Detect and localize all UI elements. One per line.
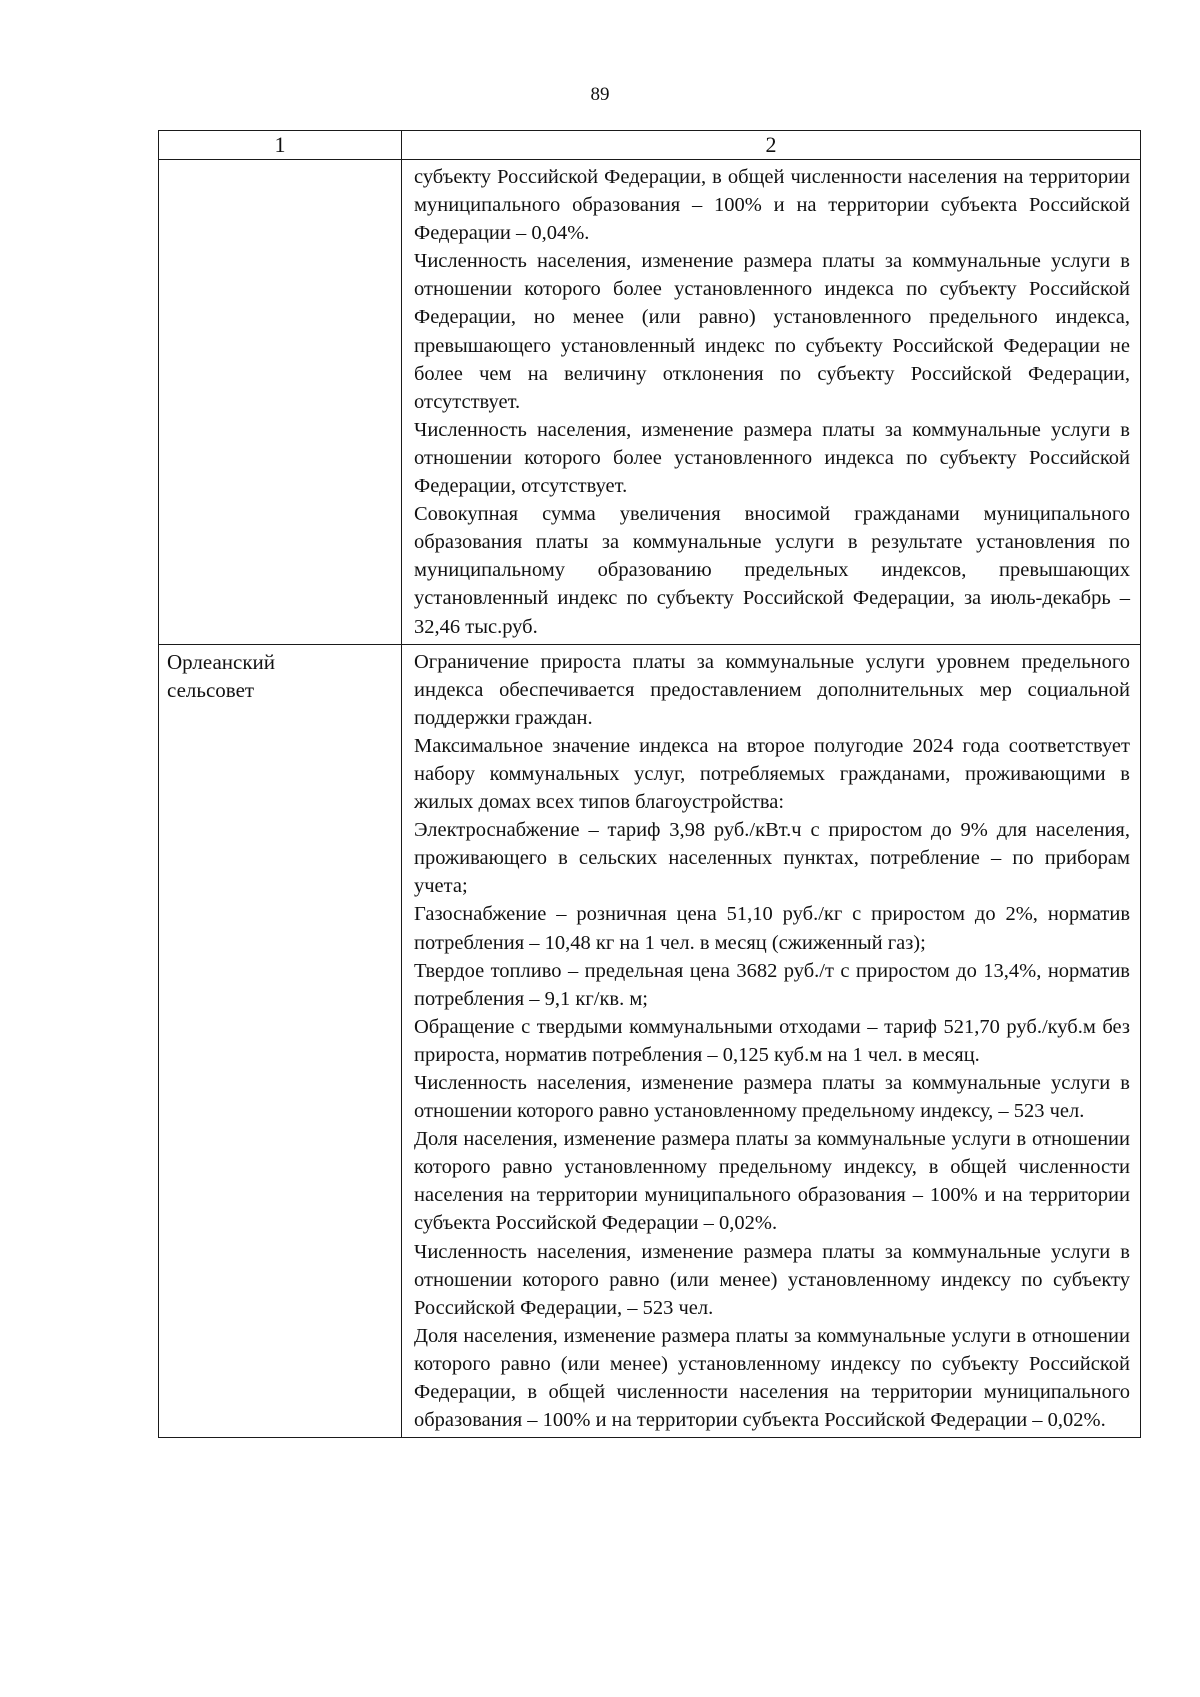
paragraph: Доля населения, изменение размера платы за коммунальные услуги в отношении которого равно (или менее) установленному индексу по субъекту Российской Федерации, в общей численности населения на территории муниципального образования – 100% и на территории субъекта Российской Федерации – 0,02%.	[414, 1324, 1130, 1432]
column-header-2: 2	[402, 131, 1141, 160]
paragraph: Газоснабжение – розничная цена 51,10 руб./кг с приростом до 2%, норматив потребления – 10,48 кг на 1 чел. в месяц (сжиженный газ);	[414, 903, 1130, 954]
paragraph: Ограничение прироста платы за коммунальные услуги уровнем предельного индекса обеспечивается предоставлением дополнительных мер социальной поддержки граждан.	[414, 650, 1130, 729]
paragraph: Максимальное значение индекса на второе полугодие 2024 года соответствует набору коммунальных услуг, потребляемых гражданами, проживающими в жилых домах всех типов благоустройства:	[414, 734, 1130, 814]
column-header-1: 1	[159, 131, 402, 160]
paragraph: субъекту Российской Федерации, в общей численности населения на территории муниципального образования – 100% и на территории субъекта Российской Федерации – 0,04%.	[414, 166, 1130, 245]
description-cell	[402, 160, 1141, 645]
table-row	[159, 160, 1141, 645]
paragraph: Численность населения, изменение размера платы за коммунальные услуги в отношении которого более установленного индекса по субъекту Российской Федерации, но менее (или равно) установленного предельного индекса, превышающего установленный индекс по субъекту Российской Федерации не более чем на величину отклонения по субъекту Российской Федерации, отсутствует.	[414, 250, 1130, 413]
table-row	[159, 644, 1141, 1438]
document-table	[158, 130, 1141, 1438]
municipality-name-line: Орлеанский	[167, 649, 276, 674]
paragraph: Доля населения, изменение размера платы за коммунальные услуги в отношении которого равно установленному предельному индексу, в общей численности населения на территории муниципального образования – 100% и на территории субъекта Российской Федерации – 0,02%.	[414, 1128, 1130, 1235]
paragraph: Твердое топливо – предельная цена 3682 руб./т с приростом до 13,4%, норматив потребления – 9,1 кг/кв. м;	[414, 959, 1130, 1010]
paragraph: Численность населения, изменение размера платы за коммунальные услуги в отношении которого более установленного индекса по субъекту Российской Федерации, отсутствует.	[414, 418, 1130, 498]
paragraph: Обращение с твердыми коммунальными отходами – тариф 521,70 руб./куб.м без прироста, норматив потребления – 0,125 куб.м на 1 чел. в месяц.	[414, 1015, 1130, 1066]
description-cell	[402, 644, 1141, 1438]
paragraph: Численность населения, изменение размера платы за коммунальные услуги в отношении которого равно (или менее) установленному индексу по субъекту Российской Федерации, – 523 чел.	[414, 1240, 1130, 1319]
municipality-cell	[159, 644, 402, 1438]
paragraph: Электроснабжение – тариф 3,98 руб./кВт.ч с приростом до 9% для населения, проживающего в сельских населенных пунктах, потребление – по приборам учета;	[414, 819, 1130, 898]
municipality-name-line: сельсовет	[167, 677, 255, 702]
table-header-row	[159, 131, 1141, 160]
paragraph: Совокупная сумма увеличения вносимой гражданами муниципального образования платы за коммунальные услуги в результате установления по муниципальному образованию предельных индексов, превышающих установленный индекс по субъекту Российской Федерации, за июль-декабрь – 32,46 тыс.руб.	[414, 503, 1130, 638]
paragraph: Численность населения, изменение размера платы за коммунальные услуги в отношении которого равно установленному предельному индексу, – 523 чел.	[414, 1072, 1130, 1123]
page-number: 89	[590, 84, 610, 105]
municipality-cell	[159, 160, 402, 645]
